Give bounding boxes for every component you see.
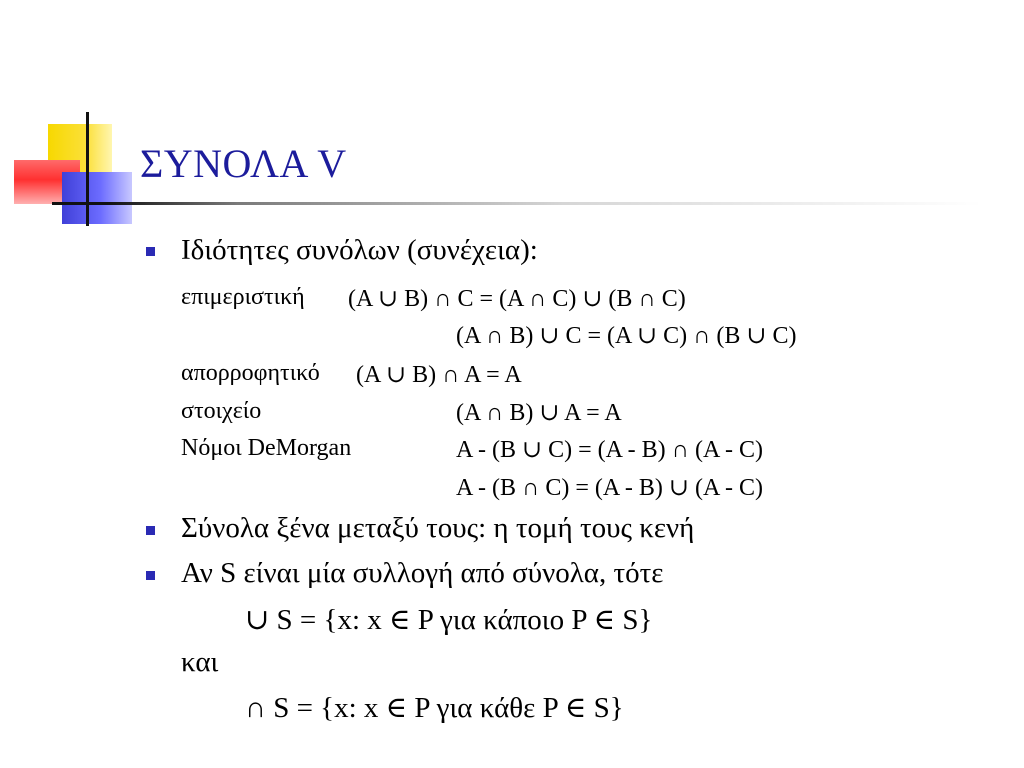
property-formula-element: (A ∩ B) ∪ A = A (456, 400, 622, 426)
title-underline (52, 202, 982, 205)
and-word: και (181, 646, 219, 678)
property-formula-demorgan-1: A - (B ∪ C) = (A - B) ∩ (A - C) (456, 437, 763, 463)
property-formula-distributive-2: (A ∩ B) ∪ C = (A ∪ C) ∩ (B ∪ C) (456, 323, 797, 349)
decor-vertical-line (86, 112, 89, 226)
bullet-collection-definition: Αν S είναι μία συλλογή από σύνολα, τότε (181, 557, 664, 589)
property-formula-absorption: (A ∪ B) ∩ A = A (356, 362, 522, 388)
property-formula-demorgan-2: A - (B ∩ C) = (A - B) ∪ (A - C) (456, 475, 763, 501)
decor-blue-square (62, 172, 132, 224)
bullet-properties-heading: Ιδιότητες συνόλων (συνέχεια): (181, 234, 538, 266)
property-name-absorption: απορροφητικό (181, 360, 320, 386)
slide-title: ΣΥΝΟΛΑ V (140, 141, 347, 186)
property-name-distributive: επιμεριστική (181, 284, 305, 310)
bullet-marker (146, 526, 155, 535)
property-name-element: στοιχείο (181, 398, 262, 424)
bullet-marker (146, 247, 155, 256)
bullet-marker (146, 571, 155, 580)
intersection-definition: ∩ S = {x: x ∈ P για κάθε P ∈ S} (245, 692, 624, 724)
property-name-demorgan: Νόμοι DeMorgan (181, 435, 352, 461)
union-definition: ∪ S = {x: x ∈ P για κάποιο P ∈ S} (245, 604, 653, 636)
property-formula-distributive-1: (A ∪ B) ∩ C = (A ∩ C) ∪ (B ∩ C) (348, 286, 686, 312)
bullet-disjoint-sets: Σύνολα ξένα μεταξύ τους: η τομή τους κενή (181, 512, 695, 544)
